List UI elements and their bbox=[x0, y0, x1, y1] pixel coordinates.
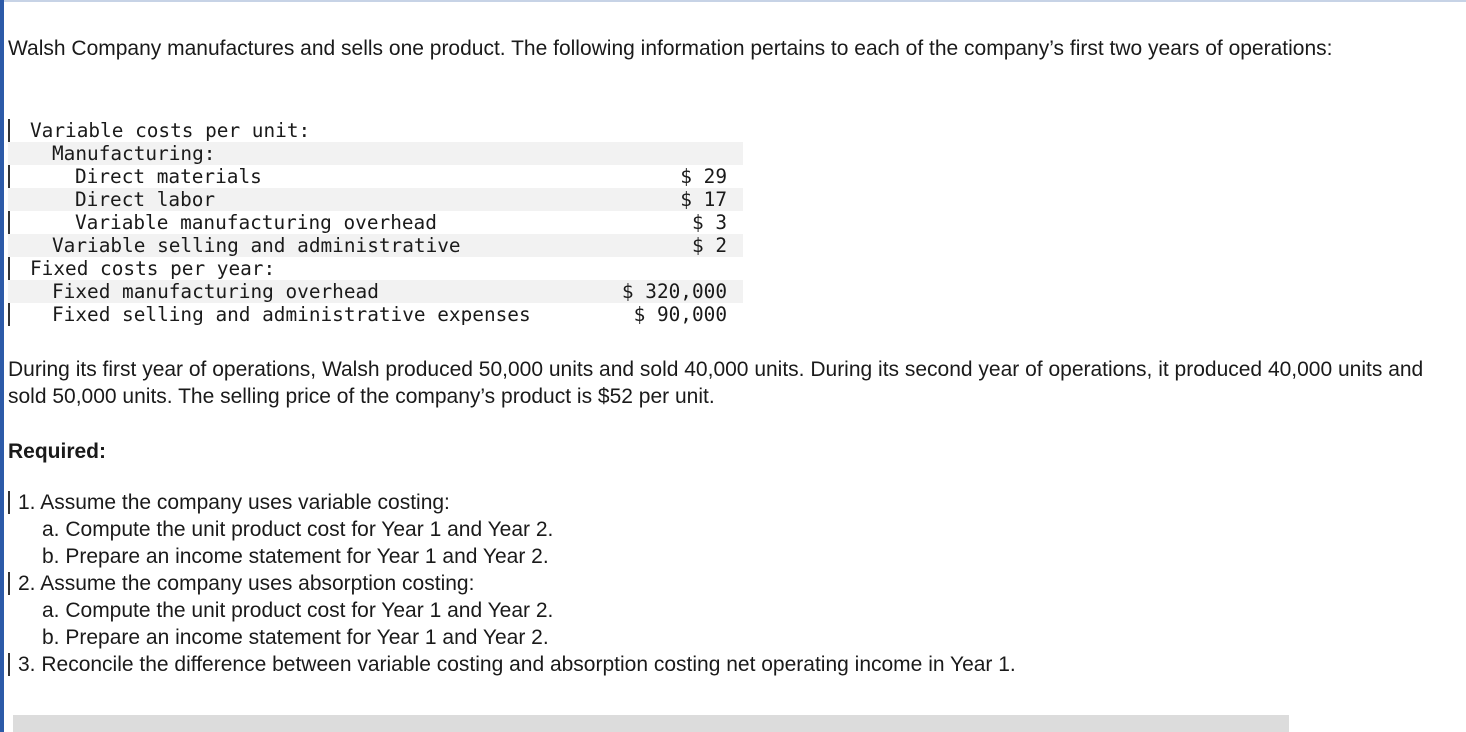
cost-amount: $ 2 bbox=[691, 234, 727, 257]
cost-label: Variable selling and administrative bbox=[52, 234, 461, 257]
cost-row bbox=[8, 119, 743, 142]
answer-area-bar[interactable] bbox=[13, 715, 1289, 732]
cost-row bbox=[8, 234, 743, 257]
operations-paragraph: During its first year of operations, Walsh produced 50,000 units and sold 40,000 units. During its second year of operations, it produced 40,000 units and sold 50,000 units. The selling price of the company’s product is $52 per unit. bbox=[8, 358, 1424, 408]
cost-row bbox=[8, 188, 743, 211]
requirement-text: a. Compute the unit product cost for Year 1 and Year 2. bbox=[42, 518, 554, 541]
requirement-text: 3. Reconcile the difference between variable costing and absorption costing net operating income in Year 1. bbox=[18, 653, 1016, 676]
row-marker bbox=[8, 211, 10, 234]
requirement-item bbox=[8, 489, 1308, 516]
cost-label: Direct labor bbox=[75, 188, 216, 211]
cost-label: Fixed costs per year: bbox=[30, 257, 276, 280]
cost-label: Variable costs per unit: bbox=[30, 119, 311, 142]
row-marker bbox=[8, 165, 10, 188]
cost-label: Manufacturing: bbox=[52, 142, 216, 165]
requirement-item bbox=[8, 597, 1308, 624]
row-marker bbox=[8, 653, 10, 676]
cost-row bbox=[8, 165, 743, 188]
cost-row bbox=[8, 257, 743, 280]
requirement-text: 1. Assume the company uses variable costing: bbox=[18, 491, 450, 514]
requirement-item bbox=[8, 543, 1308, 570]
intro-paragraph: Walsh Company manufactures and sells one product. The following information pertains to each of the company’s first two years of operations: bbox=[8, 37, 1333, 60]
page-top-border bbox=[0, 0, 1466, 2]
cost-row bbox=[8, 211, 743, 234]
requirement-item bbox=[8, 516, 1308, 543]
requirement-item bbox=[8, 651, 1308, 678]
cost-table bbox=[8, 119, 743, 326]
cost-amount: $ 29 bbox=[680, 165, 727, 188]
cost-amount: $ 17 bbox=[680, 188, 727, 211]
requirement-text: a. Compute the unit product cost for Year 1 and Year 2. bbox=[42, 599, 554, 622]
cost-label: Fixed manufacturing overhead bbox=[52, 280, 379, 303]
cost-amount: $ 3 bbox=[691, 211, 727, 234]
cost-row bbox=[8, 303, 743, 326]
row-marker bbox=[8, 257, 10, 280]
required-heading: Required: bbox=[8, 440, 107, 463]
cost-row bbox=[8, 142, 743, 165]
requirement-text: b. Prepare an income statement for Year 1 and Year 2. bbox=[42, 626, 549, 649]
requirements-list bbox=[8, 489, 1308, 678]
row-marker bbox=[8, 303, 10, 326]
row-marker bbox=[8, 119, 10, 142]
requirement-item bbox=[8, 624, 1308, 651]
cost-label: Variable manufacturing overhead bbox=[75, 211, 437, 234]
row-marker bbox=[8, 491, 10, 514]
requirement-item bbox=[8, 570, 1308, 597]
row-marker bbox=[8, 572, 10, 595]
requirement-text: b. Prepare an income statement for Year 1 and Year 2. bbox=[42, 545, 549, 568]
cost-label: Fixed selling and administrative expenses bbox=[52, 303, 531, 326]
cost-amount: $ 320,000 bbox=[621, 280, 727, 303]
requirement-text: 2. Assume the company uses absorption costing: bbox=[18, 572, 475, 595]
cost-row bbox=[8, 280, 743, 303]
page-left-accent-bar bbox=[0, 0, 4, 732]
cost-amount: $ 90,000 bbox=[633, 303, 727, 326]
cost-label: Direct materials bbox=[75, 165, 262, 188]
